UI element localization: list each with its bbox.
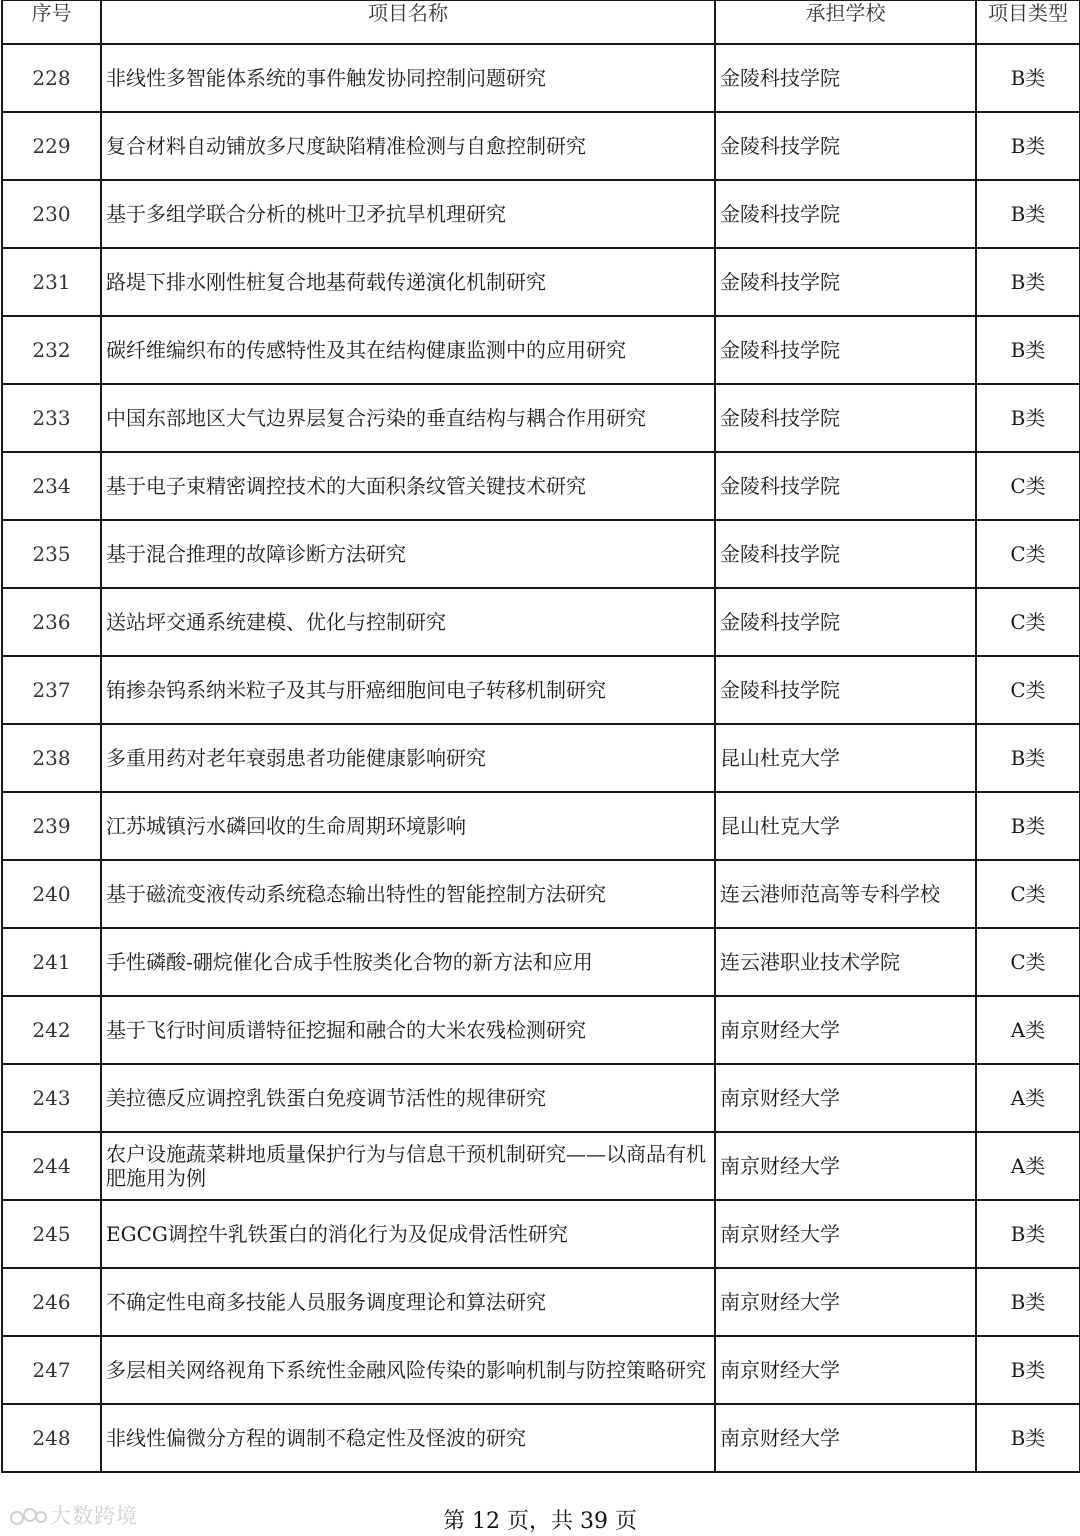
row-index: 235 xyxy=(2,520,101,588)
row-school: 连云港师范高等专科学校 xyxy=(715,860,976,928)
row-school: 金陵科技学院 xyxy=(715,248,976,316)
table-row xyxy=(2,1404,1080,1472)
row-index: 248 xyxy=(2,1404,101,1472)
table-row xyxy=(2,520,1080,588)
row-project-type: B类 xyxy=(976,44,1080,112)
row-index: 228 xyxy=(2,44,101,112)
row-project-type: B类 xyxy=(976,248,1080,316)
table-row xyxy=(2,724,1080,792)
row-project-type: B类 xyxy=(976,180,1080,248)
row-project-type: B类 xyxy=(976,1200,1080,1268)
row-project-name: 手性磷酸-硼烷催化合成手性胺类化合物的新方法和应用 xyxy=(101,928,715,996)
row-school: 南京财经大学 xyxy=(715,996,976,1064)
page-footer: 第 12 页，共 39 页 xyxy=(443,1509,637,1534)
row-project-type: C类 xyxy=(976,656,1080,724)
table-header-row xyxy=(2,0,1080,44)
header-school: 承担学校 xyxy=(715,0,976,44)
row-index: 242 xyxy=(2,996,101,1064)
header-project-name: 项目名称 xyxy=(101,0,715,44)
row-project-name: 基于混合推理的故障诊断方法研究 xyxy=(101,520,715,588)
row-project-name: 基于磁流变液传动系统稳态输出特性的智能控制方法研究 xyxy=(101,860,715,928)
row-project-name: 基于飞行时间质谱特征挖掘和融合的大米农残检测研究 xyxy=(101,996,715,1064)
row-school: 连云港职业技术学院 xyxy=(715,928,976,996)
row-index: 245 xyxy=(2,1200,101,1268)
row-school: 金陵科技学院 xyxy=(715,452,976,520)
row-project-type: B类 xyxy=(976,316,1080,384)
row-project-type: B类 xyxy=(976,724,1080,792)
row-project-type: B类 xyxy=(976,792,1080,860)
table-row xyxy=(2,112,1080,180)
row-index: 243 xyxy=(2,1064,101,1132)
row-index: 231 xyxy=(2,248,101,316)
row-project-name: 多重用药对老年衰弱患者功能健康影响研究 xyxy=(101,724,715,792)
row-project-type: C类 xyxy=(976,928,1080,996)
table-row xyxy=(2,996,1080,1064)
row-project-name: 农户设施蔬菜耕地质量保护行为与信息干预机制研究——以商品有机肥施用为例 xyxy=(101,1132,715,1200)
table-row xyxy=(2,316,1080,384)
table-row xyxy=(2,656,1080,724)
row-project-name: 美拉德反应调控乳铁蛋白免疫调节活性的规律研究 xyxy=(101,1064,715,1132)
row-school: 南京财经大学 xyxy=(715,1132,976,1200)
row-index: 230 xyxy=(2,180,101,248)
row-index: 239 xyxy=(2,792,101,860)
row-school: 南京财经大学 xyxy=(715,1404,976,1472)
row-school: 金陵科技学院 xyxy=(715,112,976,180)
row-index: 236 xyxy=(2,588,101,656)
row-project-name: 不确定性电商多技能人员服务调度理论和算法研究 xyxy=(101,1268,715,1336)
table-row xyxy=(2,588,1080,656)
row-project-name: EGCG调控牛乳铁蛋白的消化行为及促成骨活性研究 xyxy=(101,1200,715,1268)
row-project-name: 送站坪交通系统建模、优化与控制研究 xyxy=(101,588,715,656)
row-project-name: 路堤下排水刚性桩复合地基荷载传递演化机制研究 xyxy=(101,248,715,316)
row-project-type: B类 xyxy=(976,1268,1080,1336)
table-row xyxy=(2,1064,1080,1132)
row-school: 南京财经大学 xyxy=(715,1200,976,1268)
row-project-type: B类 xyxy=(976,112,1080,180)
row-project-name: 非线性偏微分方程的调制不稳定性及怪波的研究 xyxy=(101,1404,715,1472)
row-index: 229 xyxy=(2,112,101,180)
table-row xyxy=(2,452,1080,520)
row-school: 金陵科技学院 xyxy=(715,384,976,452)
row-project-name: 基于多组学联合分析的桃叶卫矛抗旱机理研究 xyxy=(101,180,715,248)
row-project-type: B类 xyxy=(976,1404,1080,1472)
row-project-name: 多层相关网络视角下系统性金融风险传染的影响机制与防控策略研究 xyxy=(101,1336,715,1404)
row-school: 南京财经大学 xyxy=(715,1336,976,1404)
row-school: 南京财经大学 xyxy=(715,1064,976,1132)
table-row xyxy=(2,1132,1080,1200)
table-row xyxy=(2,1268,1080,1336)
table-row xyxy=(2,1200,1080,1268)
row-school: 金陵科技学院 xyxy=(715,588,976,656)
table-row xyxy=(2,1336,1080,1404)
row-index: 232 xyxy=(2,316,101,384)
row-project-type: B类 xyxy=(976,1336,1080,1404)
row-index: 246 xyxy=(2,1268,101,1336)
project-table xyxy=(1,0,1080,1473)
row-index: 237 xyxy=(2,656,101,724)
header-index: 序号 xyxy=(2,0,101,44)
row-project-name: 中国东部地区大气边界层复合污染的垂直结构与耦合作用研究 xyxy=(101,384,715,452)
row-school: 金陵科技学院 xyxy=(715,520,976,588)
row-project-name: 复合材料自动铺放多尺度缺陷精准检测与自愈控制研究 xyxy=(101,112,715,180)
row-project-type: C类 xyxy=(976,520,1080,588)
row-project-name: 碳纤维编织布的传感特性及其在结构健康监测中的应用研究 xyxy=(101,316,715,384)
row-index: 244 xyxy=(2,1132,101,1200)
row-school: 昆山杜克大学 xyxy=(715,792,976,860)
row-school: 昆山杜克大学 xyxy=(715,724,976,792)
row-index: 241 xyxy=(2,928,101,996)
table-row xyxy=(2,860,1080,928)
row-project-type: C类 xyxy=(976,452,1080,520)
row-project-type: B类 xyxy=(976,384,1080,452)
row-school: 金陵科技学院 xyxy=(715,44,976,112)
table-row xyxy=(2,44,1080,112)
table-row xyxy=(2,384,1080,452)
row-project-name: 江苏城镇污水磷回收的生命周期环境影响 xyxy=(101,792,715,860)
table-row xyxy=(2,248,1080,316)
row-project-type: A类 xyxy=(976,1064,1080,1132)
row-index: 234 xyxy=(2,452,101,520)
table-row xyxy=(2,928,1080,996)
row-index: 238 xyxy=(2,724,101,792)
row-project-name: 基于电子束精密调控技术的大面积条纹管关键技术研究 xyxy=(101,452,715,520)
row-school: 金陵科技学院 xyxy=(715,180,976,248)
watermark-text: 大数跨境 xyxy=(50,1504,138,1528)
row-index: 240 xyxy=(2,860,101,928)
row-project-type: A类 xyxy=(976,996,1080,1064)
table-row xyxy=(2,180,1080,248)
table-row xyxy=(2,792,1080,860)
row-index: 233 xyxy=(2,384,101,452)
row-index: 247 xyxy=(2,1336,101,1404)
row-project-type: C类 xyxy=(976,860,1080,928)
row-school: 南京财经大学 xyxy=(715,1268,976,1336)
row-project-type: A类 xyxy=(976,1132,1080,1200)
row-project-name: 铕掺杂钨系纳米粒子及其与肝癌细胞间电子转移机制研究 xyxy=(101,656,715,724)
row-project-type: C类 xyxy=(976,588,1080,656)
row-school: 金陵科技学院 xyxy=(715,656,976,724)
header-project-type: 项目类型 xyxy=(976,0,1080,44)
row-school: 金陵科技学院 xyxy=(715,316,976,384)
row-project-name: 非线性多智能体系统的事件触发协同控制问题研究 xyxy=(101,44,715,112)
